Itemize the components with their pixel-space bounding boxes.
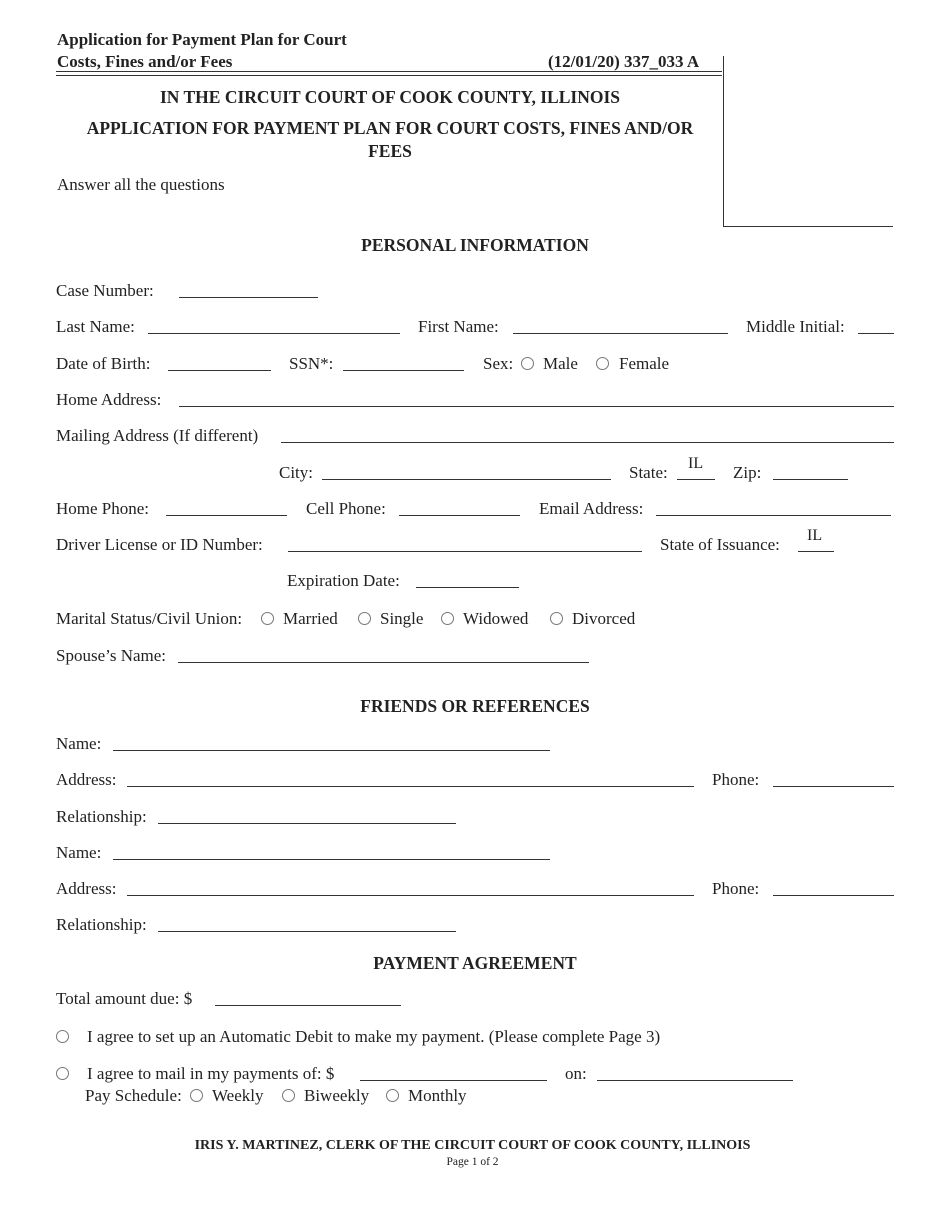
state-issuance-value: IL — [807, 527, 823, 544]
cell-phone-label: Cell Phone: — [306, 499, 386, 518]
case-number-label: Case Number: — [56, 281, 154, 300]
zip-label: Zip: — [733, 463, 762, 482]
cell-phone-field[interactable] — [399, 515, 520, 516]
ref2-name-label: Name: — [56, 843, 102, 862]
ref1-phone-label: Phone: — [712, 770, 760, 789]
total-due-label: Total amount due: $ — [56, 989, 193, 1008]
ref1-phone-field[interactable] — [773, 786, 894, 787]
personal-info-heading: PERSONAL INFORMATION — [361, 235, 589, 255]
payment-amount-field[interactable] — [360, 1080, 547, 1081]
dob-field[interactable] — [168, 370, 271, 371]
mailing-address-label: Mailing Address (If different) — [56, 426, 259, 445]
dob-label: Date of Birth: — [56, 354, 151, 373]
marital-married-radio[interactable] — [261, 612, 274, 625]
marital-widowed-label: Widowed — [463, 609, 529, 628]
ref2-relationship-label: Relationship: — [56, 915, 147, 934]
page-number: Page 1 of 2 — [446, 1156, 499, 1168]
schedule-biweekly-radio[interactable] — [282, 1089, 295, 1102]
marital-married-label: Married — [283, 609, 338, 628]
driver-license-label: Driver License or ID Number: — [56, 535, 263, 554]
spouse-name-field[interactable] — [178, 662, 589, 663]
pay-schedule-label: Pay Schedule: — [85, 1086, 182, 1105]
stamp-box-left — [723, 56, 724, 226]
sex-female-label: Female — [619, 354, 670, 373]
first-name-label: First Name: — [418, 317, 499, 336]
state-label: State: — [629, 463, 668, 482]
zip-field[interactable] — [773, 479, 848, 480]
form-heading-line1: APPLICATION FOR PAYMENT PLAN FOR COURT COSTS, FINES AND/OR — [86, 118, 694, 138]
spouse-name-label: Spouse’s Name: — [56, 646, 167, 665]
expiration-date-field[interactable] — [416, 587, 519, 588]
schedule-monthly-radio[interactable] — [386, 1089, 399, 1102]
header-rule-bottom — [56, 75, 722, 76]
ssn-field[interactable] — [343, 370, 464, 371]
marital-widowed-radio[interactable] — [441, 612, 454, 625]
state-issuance-field[interactable] — [798, 551, 834, 552]
city-label: City: — [279, 463, 314, 482]
ref1-name-label: Name: — [56, 734, 102, 753]
ref2-name-field[interactable] — [113, 859, 550, 860]
form-title-line2: Costs, Fines and/or Fees — [57, 52, 233, 71]
schedule-biweekly-label: Biweekly — [304, 1086, 370, 1105]
sex-male-radio[interactable] — [521, 357, 534, 370]
form-heading-line2: FEES — [368, 141, 412, 161]
last-name-label: Last Name: — [56, 317, 135, 336]
marital-single-label: Single — [380, 609, 424, 628]
home-address-label: Home Address: — [56, 390, 162, 409]
ssn-label: SSN*: — [289, 354, 334, 373]
court-name: IN THE CIRCUIT COURT OF COOK COUNTY, ILLINOIS — [160, 87, 620, 107]
auto-debit-radio[interactable] — [56, 1030, 69, 1043]
marital-divorced-radio[interactable] — [550, 612, 563, 625]
ref2-address-label: Address: — [56, 879, 117, 898]
ref2-address-field[interactable] — [127, 895, 694, 896]
email-label: Email Address: — [539, 499, 644, 518]
middle-initial-field[interactable] — [858, 333, 894, 334]
driver-license-field[interactable] — [288, 551, 642, 552]
ref2-relationship-field[interactable] — [158, 931, 456, 932]
ref1-relationship-field[interactable] — [158, 823, 456, 824]
form-code: (12/01/20) 337_033 A — [548, 52, 700, 71]
ref1-relationship-label: Relationship: — [56, 807, 147, 826]
ref2-phone-field[interactable] — [773, 895, 894, 896]
payment-date-field[interactable] — [597, 1080, 793, 1081]
state-field[interactable] — [677, 479, 715, 480]
mail-payments-label: I agree to mail in my payments of: $ — [87, 1064, 335, 1083]
marital-status-label: Marital Status/Civil Union: — [56, 609, 243, 628]
first-name-field[interactable] — [513, 333, 728, 334]
total-due-field[interactable] — [215, 1005, 401, 1006]
home-phone-field[interactable] — [166, 515, 287, 516]
last-name-field[interactable] — [148, 333, 400, 334]
expiration-date-label: Expiration Date: — [287, 571, 400, 590]
mailing-address-field[interactable] — [281, 442, 894, 443]
clerk-footer: IRIS Y. MARTINEZ, CLERK OF THE CIRCUIT COURT OF COOK COUNTY, ILLINOIS — [194, 1138, 751, 1153]
schedule-weekly-label: Weekly — [212, 1086, 264, 1105]
city-field[interactable] — [322, 479, 611, 480]
header-rule-top — [56, 71, 722, 72]
payment-on-label: on: — [565, 1064, 587, 1083]
sex-label: Sex: — [483, 354, 514, 373]
ref1-name-field[interactable] — [113, 750, 550, 751]
ref1-address-field[interactable] — [127, 786, 694, 787]
stamp-box-bottom — [723, 226, 893, 227]
mail-payments-radio[interactable] — [56, 1067, 69, 1080]
auto-debit-label: I agree to set up an Automatic Debit to make my payment. (Please complete Page 3) — [87, 1027, 661, 1046]
sex-female-radio[interactable] — [596, 357, 609, 370]
middle-initial-label: Middle Initial: — [746, 317, 845, 336]
ref2-phone-label: Phone: — [712, 879, 760, 898]
schedule-monthly-label: Monthly — [408, 1086, 467, 1105]
case-number-field[interactable] — [179, 297, 318, 298]
payment-agreement-heading: PAYMENT AGREEMENT — [373, 953, 577, 973]
sex-male-label: Male — [543, 354, 578, 373]
state-issuance-label: State of Issuance: — [660, 535, 780, 554]
email-field[interactable] — [656, 515, 891, 516]
marital-divorced-label: Divorced — [572, 609, 636, 628]
state-value: IL — [688, 455, 704, 472]
home-phone-label: Home Phone: — [56, 499, 150, 518]
schedule-weekly-radio[interactable] — [190, 1089, 203, 1102]
marital-single-radio[interactable] — [358, 612, 371, 625]
form-title-line1: Application for Payment Plan for Court — [57, 30, 347, 49]
references-heading: FRIENDS OR REFERENCES — [360, 696, 590, 716]
ref1-address-label: Address: — [56, 770, 117, 789]
instruction-text: Answer all the questions — [57, 175, 225, 194]
home-address-field[interactable] — [179, 406, 894, 407]
